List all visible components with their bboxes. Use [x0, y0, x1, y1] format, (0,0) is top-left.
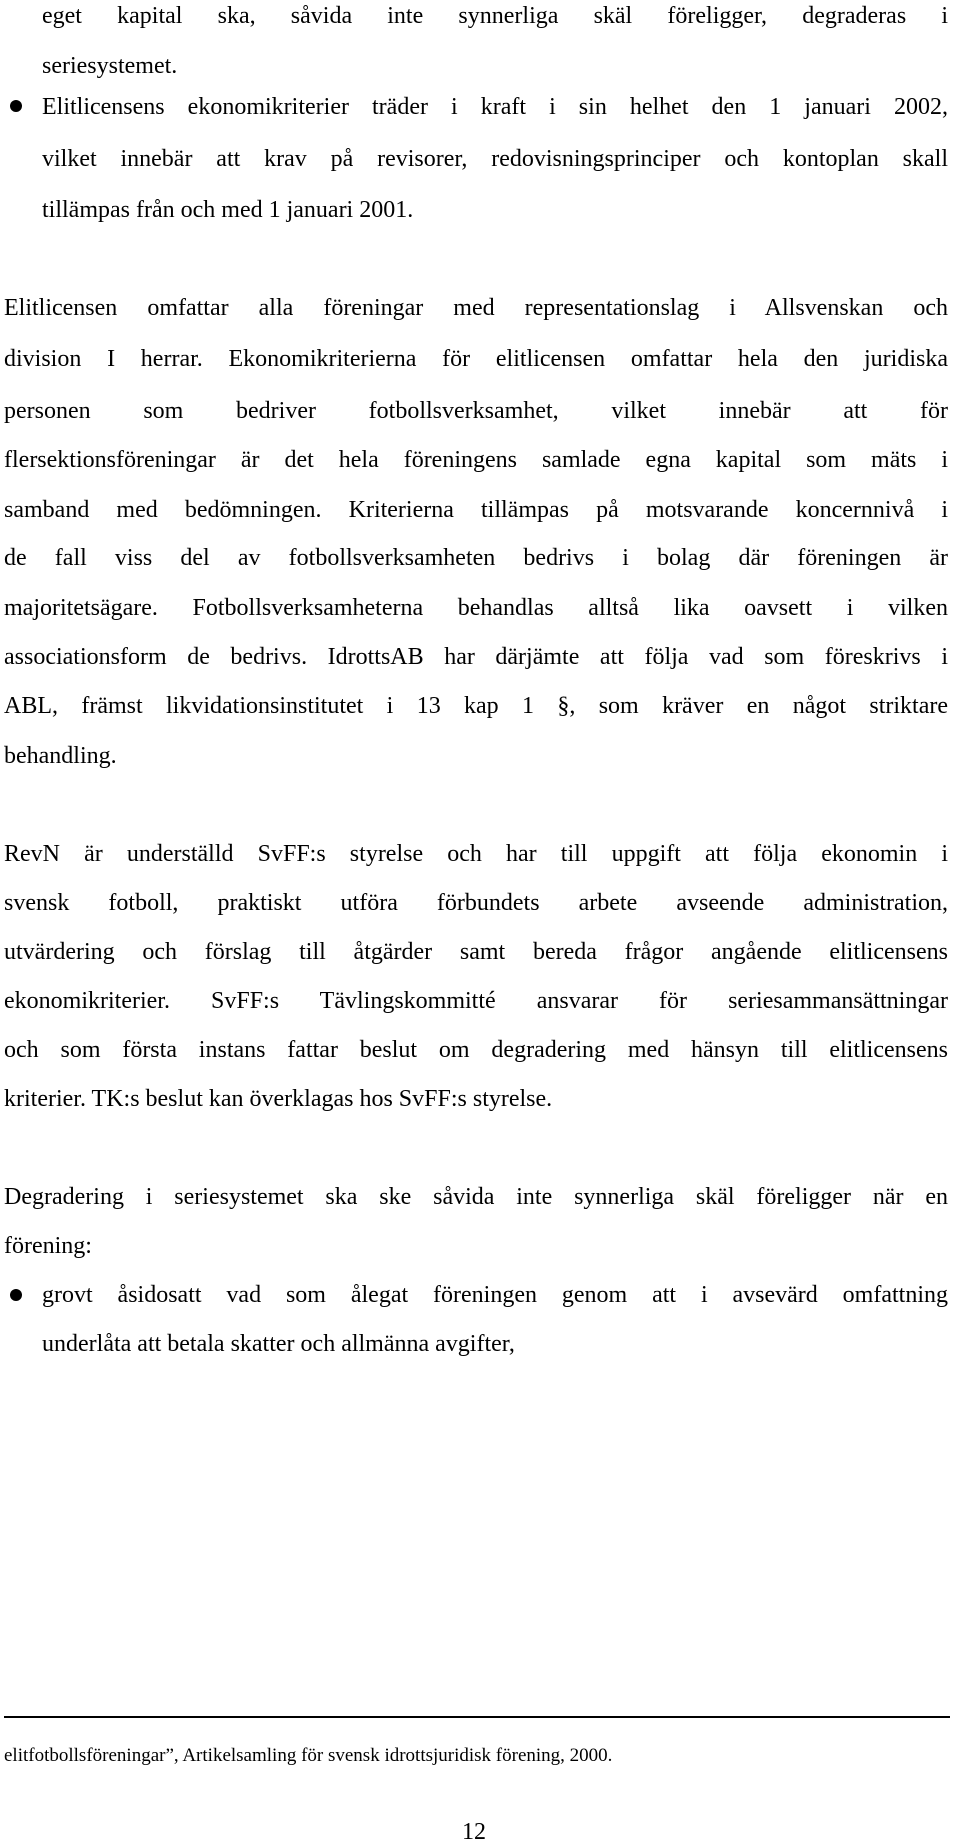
text-line: associationsform de bedrivs. IdrottsAB har därjämte att följa vad som föreskrivs i — [4, 644, 948, 670]
text-line: samband med bedömningen. Kriterierna tillämpas på motsvarande koncernnivå i — [4, 497, 948, 523]
page-number: 12 — [462, 1819, 486, 1845]
bullet-item-text: grovt åsidosatt vad som ålegat föreningen genom att i avsevärd omfattning — [42, 1282, 948, 1308]
text-line: ekonomikriterier. SvFF:s Tävlingskommitté ansvarar för seriesammansättningar — [4, 988, 948, 1014]
text-line: eget kapital ska, såvida inte synnerliga skäl föreligger, degraderas i — [42, 3, 948, 29]
text-line: personen som bedriver fotbollsverksamhet, vilket innebär att för — [4, 398, 948, 424]
text-line: utvärdering och förslag till åtgärder samt bereda frågor angående elitlicensens — [4, 939, 948, 965]
text-line: de fall viss del av fotbollsverksamheten bedrivs i bolag där föreningen är — [4, 545, 948, 571]
bullet-icon — [10, 100, 22, 112]
footnote-separator — [4, 1716, 950, 1718]
bullet-item-text: tillämpas från och med 1 januari 2001. — [42, 197, 414, 223]
bullet-icon — [10, 1289, 22, 1301]
text-line: flersektionsföreningar är det hela föreningens samlade egna kapital som mäts i — [4, 447, 948, 473]
text-line: majoritetsägare. Fotbollsverksamheterna behandlas alltså lika oavsett i vilken — [4, 595, 948, 621]
footnote-text: elitfotbollsföreningar”, Artikelsamling för svensk idrottsjuridisk förening, 2000. — [4, 1745, 613, 1766]
text-line: och som första instans fattar beslut om degradering med hänsyn till elitlicensens — [4, 1037, 948, 1063]
bullet-item-text: vilket innebär att krav på revisorer, redovisningsprinciper och kontoplan skall — [42, 146, 948, 172]
text-line: ABL, främst likvidationsinstitutet i 13 kap 1 §, som kräver en något striktare — [4, 693, 948, 719]
text-line: svensk fotboll, praktiskt utföra förbundets arbete avseende administration, — [4, 890, 948, 916]
text-line: förening: — [4, 1233, 92, 1259]
text-line: kriterier. TK:s beslut kan överklagas hos SvFF:s styrelse. — [4, 1086, 553, 1112]
text-line: Degradering i seriesystemet ska ske såvida inte synnerliga skäl föreligger när en — [4, 1184, 948, 1210]
text-line: Elitlicensen omfattar alla föreningar med representationslag i Allsvenskan och — [4, 295, 948, 321]
text-line: division I herrar. Ekonomikriterierna för elitlicensen omfattar hela den juridiska — [4, 346, 948, 372]
text-line: behandling. — [4, 743, 117, 769]
bullet-item-text: Elitlicensens ekonomikriterier träder i kraft i sin helhet den 1 januari 2002, — [42, 94, 948, 120]
bullet-item-text: underlåta att betala skatter och allmänna avgifter, — [42, 1331, 515, 1357]
text-line: seriesystemet. — [42, 53, 178, 79]
text-line: RevN är underställd SvFF:s styrelse och har till uppgift att följa ekonomin i — [4, 841, 948, 867]
